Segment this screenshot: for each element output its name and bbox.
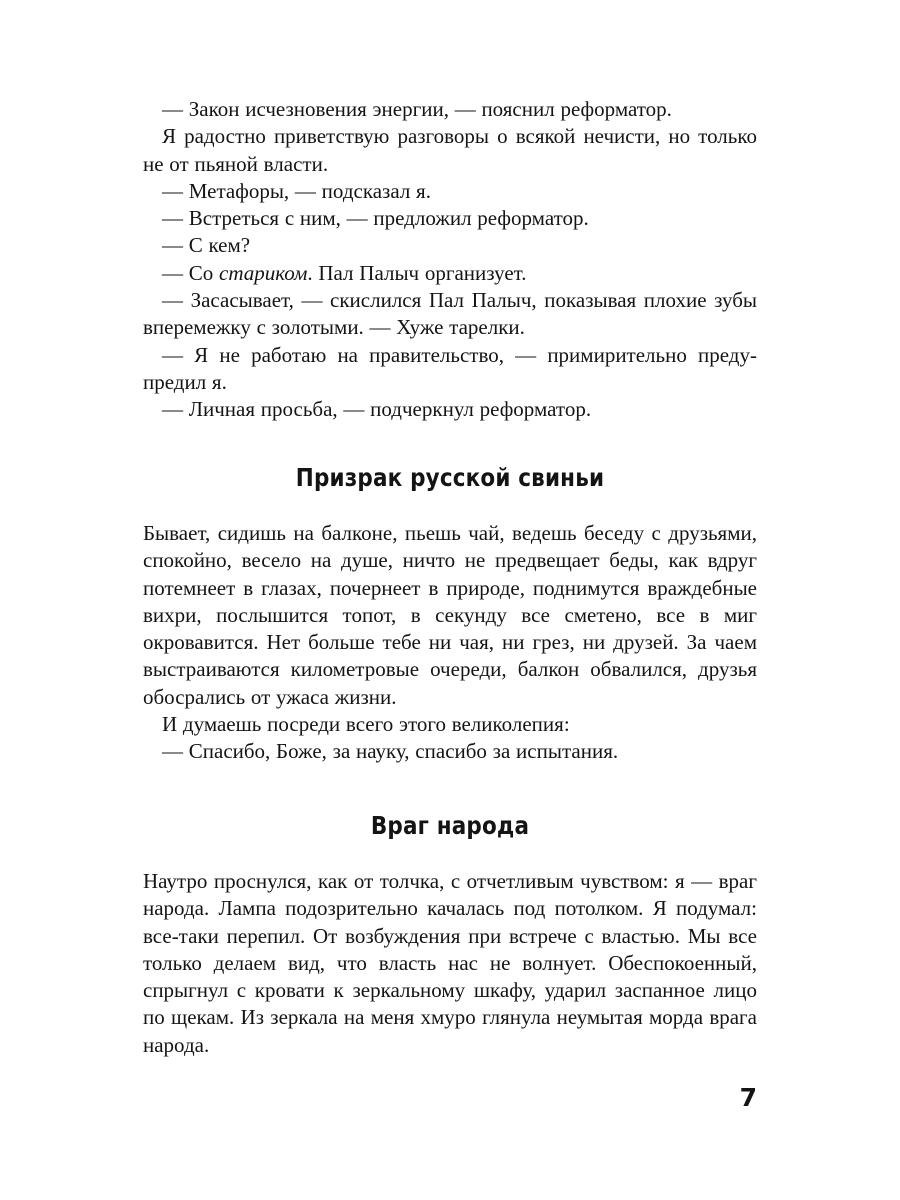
section-heading: Враг народа (370, 811, 530, 840)
dialogue-line: — Метафоры, — подсказал я. (162, 178, 431, 203)
dialogue-line: — Я не работаю на правительство, — примирительно предупредил я. (143, 342, 757, 394)
section-body (143, 520, 757, 766)
dialogue-line: — С кем? (162, 233, 251, 258)
body-paragraph: И думаешь посреди всего этого великолепия: (162, 712, 570, 737)
dialogue-line: — Встреться с ним, — предложил реформатор. (162, 206, 589, 231)
section-heading: Призрак русской свиньи (295, 463, 605, 492)
page-number: 7 (739, 1083, 757, 1112)
italic-word: стариком (219, 260, 308, 285)
section-body (143, 868, 757, 1059)
dialogue-line: — Личная просьба, — подчеркнул реформатор. (162, 397, 592, 422)
dialogue-line (143, 260, 757, 287)
dialogue-block (143, 96, 757, 424)
narration-paragraph: Я радостно приветствую разговоры о всякой нечисти, но только не от пьяной власти. (143, 124, 757, 176)
body-paragraph: — Спасибо, Боже, за науку, спасибо за испытания. (162, 739, 619, 764)
dialogue-text: — Со (162, 260, 220, 285)
dialogue-line: — Засасывает, — скислился Пал Палыч, показывая плохие зубы вперемежку с золотыми. — Хуже тарелки. (143, 288, 757, 340)
dialogue-text: . Пал Палыч организует. (307, 260, 527, 285)
body-paragraph: Наутро проснулся, как от толчка, с отчетливым чувством: я — враг народа. Лампа подозрительно качалась под потолком. Я подумал: все-таки перепил. От возбуждения при встрече с властью. Мы все только делаем вид, что власть нас не волнует. Обеспокоенный, спрыгнул с кровати к зеркальному шкафу, ударил заспанное лицо по щекам. Из зеркала на меня хмуро глянула неумытая морда врага народа. (143, 869, 757, 1057)
dialogue-line: — Закон исчезновения энергии, — пояснил реформатор. (162, 97, 672, 121)
body-paragraph: Бывает, сидишь на балконе, пьешь чай, ведешь беседу с друзьями, спокойно, весело на душе, ничто не предвещает беды, как вдруг потемнеет в глазах, почернеет в природе, поднимутся враждебные вихри, послышится топот, в секунду все сметено, все в миг окровавится. Нет больше тебе ни чая, ни грез, ни друзей. За чаем выстраиваются километровые очереди, балкон обвалился, друзья обосрались от ужаса жизни. (143, 521, 757, 709)
